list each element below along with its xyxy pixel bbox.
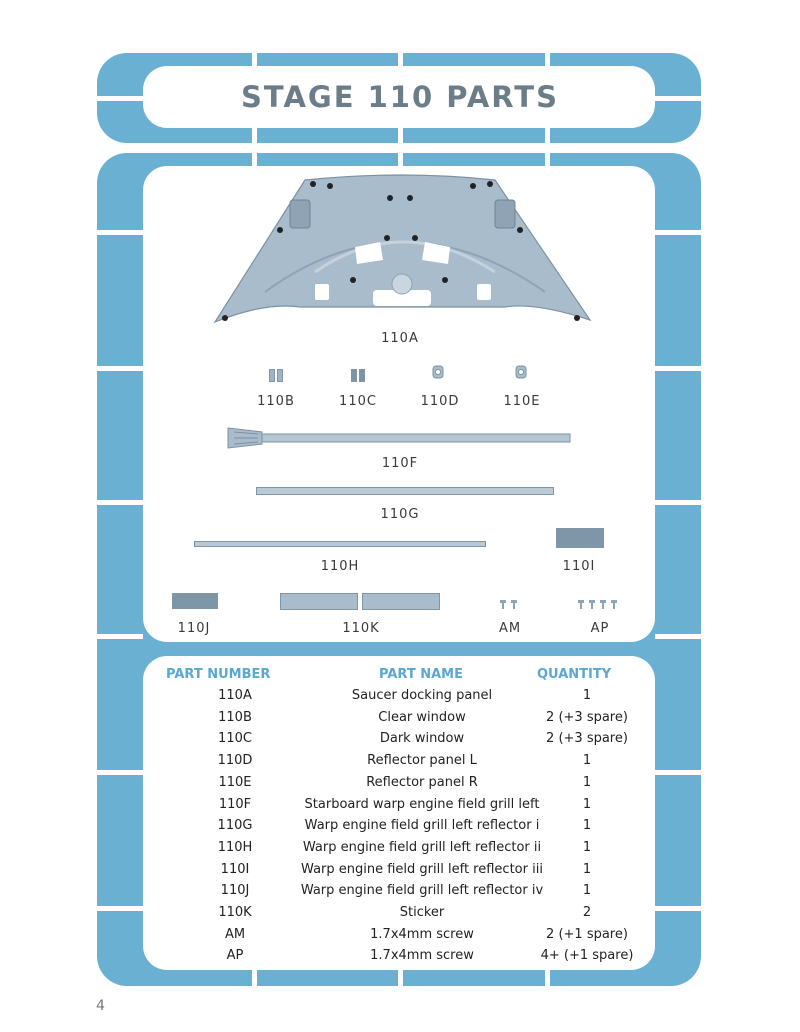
table-cell-qty: 1 bbox=[582, 883, 592, 898]
table-cell-number: 110J bbox=[220, 883, 250, 898]
frame-gap bbox=[252, 53, 257, 66]
table-cell-qty: 1 bbox=[582, 818, 592, 833]
frame-gap bbox=[655, 770, 701, 775]
table-cell-name: Warp engine field grill left reflector iv bbox=[300, 883, 544, 898]
part-label-110g: 110G bbox=[380, 507, 420, 522]
table-cell-qty: 4+ (+1 spare) bbox=[540, 948, 634, 963]
part-label-110j: 110J bbox=[177, 621, 211, 636]
frame-gap bbox=[398, 128, 403, 143]
frame-gap bbox=[97, 906, 143, 911]
reflector-iii-piece bbox=[556, 528, 604, 548]
dark-window-piece bbox=[359, 369, 365, 382]
frame-gap bbox=[97, 230, 143, 235]
dark-window-piece bbox=[351, 369, 357, 382]
table-cell-number: AP bbox=[226, 948, 244, 963]
saucer-docking-panel-illustration bbox=[205, 172, 600, 332]
table-cell-name: Dark window bbox=[379, 731, 465, 746]
sticker-piece bbox=[280, 593, 358, 610]
table-cell-name: Warp engine field grill left reflector iii bbox=[301, 862, 543, 877]
frame-gap bbox=[545, 128, 550, 143]
table-cell-qty: 1 bbox=[582, 688, 592, 703]
table-cell-qty: 2 (+3 spare) bbox=[546, 710, 628, 725]
frame-gap bbox=[252, 128, 257, 143]
part-label-110c: 110C bbox=[339, 394, 377, 409]
table-cell-number: 110C bbox=[218, 731, 252, 746]
table-cell-qty: 2 bbox=[582, 905, 592, 920]
table-cell-name: Starboard warp engine field grill left bbox=[304, 797, 540, 812]
table-cell-qty: 1 bbox=[582, 775, 592, 790]
table-cell-number: 110F bbox=[218, 797, 252, 812]
header-quantity: QUANTITY bbox=[537, 667, 612, 682]
reflector-i-piece bbox=[256, 487, 554, 495]
frame-gap bbox=[545, 153, 550, 166]
part-label-110b: 110B bbox=[257, 394, 295, 409]
table-cell-number: 110G bbox=[217, 818, 253, 833]
table-cell-number: 110D bbox=[217, 753, 253, 768]
part-label-am: AM bbox=[498, 621, 522, 636]
table-cell-name: 1.7x4mm screw bbox=[370, 948, 474, 963]
frame-gap bbox=[545, 970, 550, 986]
header-part-number: PART NUMBER bbox=[166, 667, 271, 682]
table-cell-name: Reflector panel L bbox=[367, 753, 477, 768]
am-screws-piece bbox=[498, 599, 522, 611]
frame-gap bbox=[655, 634, 701, 639]
frame-gap bbox=[655, 906, 701, 911]
table-cell-name: Clear window bbox=[378, 710, 466, 725]
part-label-110i: 110I bbox=[562, 559, 596, 574]
part-label-110a: 110A bbox=[381, 331, 419, 346]
frame-gap bbox=[252, 153, 257, 166]
table-cell-name: Warp engine field grill left reflector ii bbox=[302, 840, 542, 855]
table-cell-number: AM bbox=[224, 927, 246, 942]
frame-gap bbox=[97, 770, 143, 775]
table-cell-number: 110I bbox=[220, 862, 250, 877]
table-cell-number: 110E bbox=[218, 775, 252, 790]
table-cell-name: Warp engine field grill left reflector i bbox=[304, 818, 540, 833]
part-label-ap: AP bbox=[590, 621, 610, 636]
table-cell-number: 110B bbox=[218, 710, 252, 725]
frame-gap bbox=[398, 53, 403, 66]
frame-gap bbox=[97, 366, 143, 371]
part-label-110d: 110D bbox=[420, 394, 460, 409]
frame-gap bbox=[398, 153, 403, 166]
table-cell-name: Reflector panel R bbox=[366, 775, 478, 790]
table-cell-name: Saucer docking panel bbox=[351, 688, 493, 703]
frame-gap bbox=[97, 500, 143, 505]
part-label-110k: 110K bbox=[342, 621, 380, 636]
page-number: 4 bbox=[96, 998, 105, 1014]
table-cell-qty: 1 bbox=[582, 840, 592, 855]
frame-gap bbox=[545, 53, 550, 66]
table-cell-name: Sticker bbox=[399, 905, 445, 920]
frame-gap bbox=[655, 230, 701, 235]
table-cell-qty: 2 (+3 spare) bbox=[546, 731, 628, 746]
part-label-110f: 110F bbox=[381, 456, 419, 471]
part-label-110h: 110H bbox=[320, 559, 360, 574]
frame-gap bbox=[252, 970, 257, 986]
table-cell-qty: 1 bbox=[582, 797, 592, 812]
reflector-ii-piece bbox=[194, 541, 486, 547]
reflector-iv-piece bbox=[172, 593, 218, 609]
part-label-110e: 110E bbox=[503, 394, 541, 409]
frame-gap bbox=[97, 634, 143, 639]
table-card bbox=[143, 656, 655, 970]
table-cell-number: 110A bbox=[218, 688, 252, 703]
frame-gap bbox=[398, 970, 403, 986]
table-cell-number: 110K bbox=[218, 905, 252, 920]
frame-gap bbox=[655, 366, 701, 371]
warp-engine-grill-piece bbox=[226, 426, 574, 450]
frame-gap bbox=[655, 500, 701, 505]
table-cell-name: 1.7x4mm screw bbox=[370, 927, 474, 942]
table-cell-qty: 1 bbox=[582, 862, 592, 877]
sticker-piece bbox=[362, 593, 440, 610]
reflector-panel-r-piece bbox=[514, 362, 528, 382]
ap-screws-piece bbox=[576, 599, 624, 611]
page-title: STAGE 110 PARTS bbox=[241, 80, 559, 114]
table-cell-number: 110H bbox=[217, 840, 253, 855]
reflector-panel-l-piece bbox=[431, 362, 445, 382]
table-cell-qty: 1 bbox=[582, 753, 592, 768]
table-cell-qty: 2 (+1 spare) bbox=[546, 927, 628, 942]
header-part-name: PART NAME bbox=[379, 667, 463, 682]
clear-window-piece bbox=[277, 369, 283, 382]
clear-window-piece bbox=[269, 369, 275, 382]
